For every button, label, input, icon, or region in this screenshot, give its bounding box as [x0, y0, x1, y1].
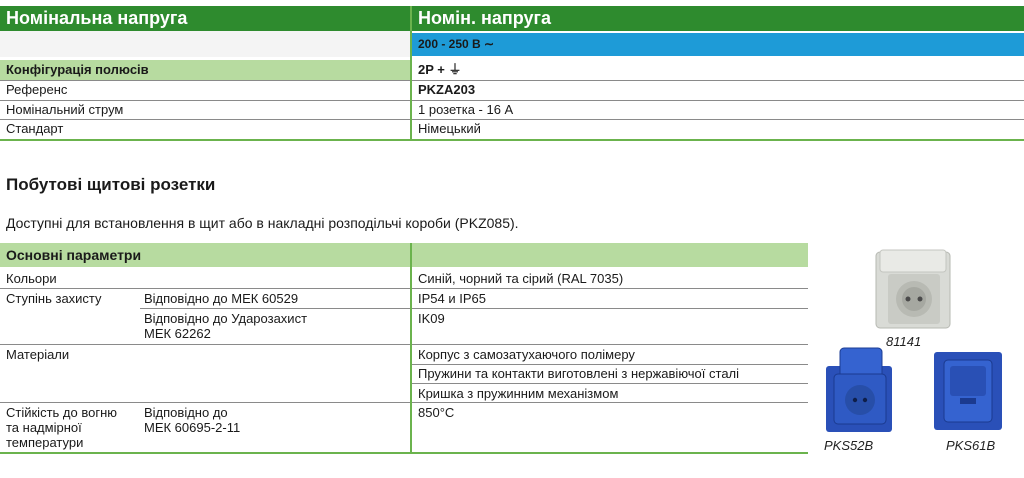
colors-value: Синій, чорний та сірий (RAL 7035) [418, 271, 624, 286]
params-header: Основні параметри [0, 243, 808, 267]
impact-value: IK09 [418, 311, 445, 326]
materials-label: Матеріали [6, 347, 70, 362]
reference-label: Референс [6, 82, 68, 97]
protection-standard: Відповідно до МЕК 60529 [144, 291, 299, 306]
current-value: 1 розетка - 16 А [418, 102, 514, 117]
voltage-value: 200 - 250 В ∼ [412, 33, 1024, 56]
poles-label: Конфігурація полюсів [6, 62, 149, 77]
protection-value: IP54 и IP65 [418, 291, 486, 306]
materials-value-3: Кришка з пружинним механізмом [418, 386, 619, 401]
impact-standard-code: МЕК 62262 [144, 326, 211, 341]
protection-label: Ступінь захисту [6, 291, 102, 306]
standard-value: Німецький [418, 121, 481, 136]
socket-blue-icon [822, 344, 898, 434]
fire-label: Стійкість до вогню [6, 405, 117, 420]
standard-label: Стандарт [6, 121, 64, 136]
product-81141 [870, 246, 956, 332]
colors-label: Кольори [6, 271, 57, 286]
poles-value: 2P + ⏚ [418, 62, 462, 77]
socket-grey-icon [870, 246, 956, 332]
product-pks61b [930, 344, 1006, 434]
voltage-header-right: Номін. напруга [412, 6, 1024, 31]
fire-label-3: температури [6, 435, 84, 450]
caption-pks61b: PKS61B [946, 438, 996, 453]
current-label: Номінальний струм [6, 102, 124, 117]
reference-value: PKZA203 [418, 82, 476, 97]
fire-label-2: та надмірної [6, 420, 82, 435]
caption-81141: 81141 [886, 334, 922, 349]
product-pks52b [822, 344, 898, 434]
impact-standard: Відповідно до Ударозахист [144, 311, 308, 326]
caption-pks52b: PKS52B [824, 438, 874, 453]
section-intro: Доступні для встановлення в щит або в накладні розподільчі короби (PKZ085). [6, 215, 519, 231]
section-title: Побутові щитові розетки [6, 175, 216, 194]
materials-value-2: Пружини та контакти виготовлені з нержавіючої сталі [418, 366, 740, 381]
voltage-header-left: Номінальна напруга [0, 6, 410, 31]
fire-standard-code: МЕК 60695-2-11 [144, 420, 241, 435]
materials-value-1: Корпус з самозатухаючого полімеру [418, 347, 635, 362]
socket-blue-flap-icon [930, 344, 1006, 434]
fire-standard: Відповідно до [144, 405, 228, 420]
fire-value: 850°C [418, 405, 455, 420]
